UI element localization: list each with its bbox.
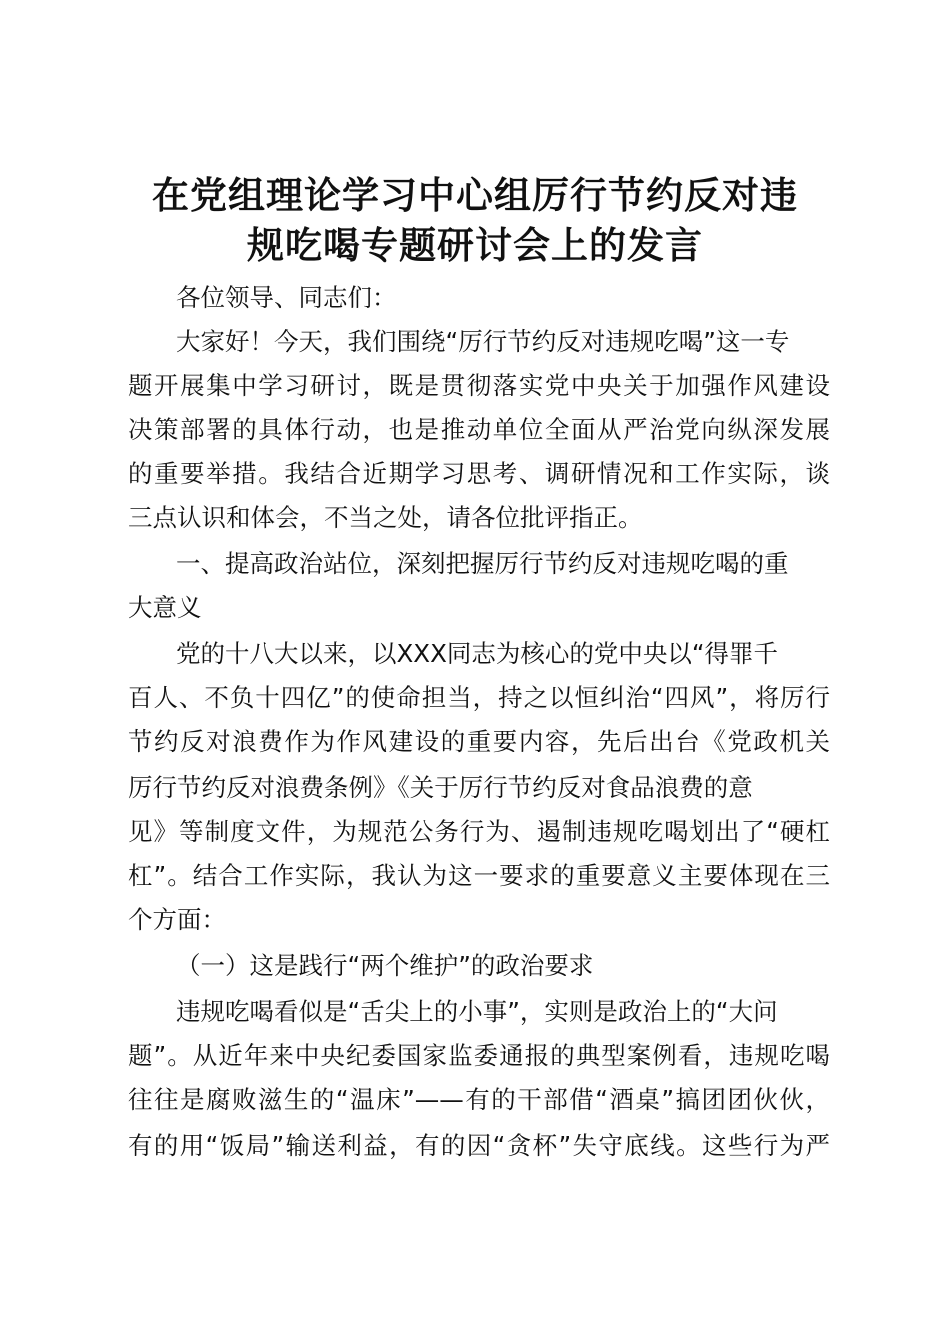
- paragraph-line: 题”。从近年来中央纪委国家监委通报的典型案例看，违规吃喝: [128, 1041, 830, 1070]
- paragraph-line: 决策部署的具体行动，也是推动单位全面从严治党向纵深发展: [128, 415, 830, 444]
- paragraph-line: 党的十八大以来，以XXX同志为核心的党中央以“得罪千: [176, 639, 779, 668]
- paragraph-line: 节约反对浪费作为作风建设的重要内容，先后出台《党政机关: [128, 727, 830, 756]
- section-heading-line: 一、提高政治站位，深刻把握厉行节约反对违规吃喝的重: [176, 549, 789, 578]
- paragraph-line: 个方面：: [128, 905, 226, 934]
- paragraph-line: 大家好！今天，我们围绕“厉行节约反对违规吃喝”这一专: [176, 327, 790, 356]
- document-title-line-2: 规吃喝专题研讨会上的发言: [247, 223, 703, 267]
- paragraph-line: 见》等制度文件，为规范公务行为、遏制违规吃喝划出了“硬杠: [128, 817, 830, 846]
- paragraph-line: 有的用“饭局”输送利益，有的因“贪杯”失守底线。这些行为严: [128, 1131, 830, 1160]
- paragraph-line: 题开展集中学习研讨，既是贯彻落实党中央关于加强作风建设: [128, 371, 830, 400]
- paragraph-line: 百人、不负十四亿”的使命担当，持之以恒纠治“四风”，将厉行: [128, 683, 830, 712]
- salutation: 各位领导、同志们：: [176, 283, 397, 312]
- paragraph-line: 往往是腐败滋生的“温床”——有的干部借“酒桌”搞团团伙伙，: [128, 1085, 830, 1114]
- subsection-heading: （一）这是践行“两个维护”的政治要求: [176, 951, 594, 980]
- document-title-line-1: 在党组理论学习中心组厉行节约反对违: [152, 173, 798, 217]
- paragraph-line: 的重要举措。我结合近期学习思考、调研情况和工作实际，谈: [128, 459, 830, 488]
- section-heading-line: 大意义: [128, 593, 202, 622]
- paragraph-line: 三点认识和体会，不当之处，请各位批评指正。: [128, 503, 643, 532]
- paragraph-line: 厉行节约反对浪费条例》《关于厉行节约反对食品浪费的意: [128, 773, 753, 802]
- paragraph-line: 违规吃喝看似是“舌尖上的小事”，实则是政治上的“大问: [176, 997, 778, 1026]
- paragraph-line: 杠”。结合工作实际，我认为这一要求的重要意义主要体现在三: [128, 861, 830, 890]
